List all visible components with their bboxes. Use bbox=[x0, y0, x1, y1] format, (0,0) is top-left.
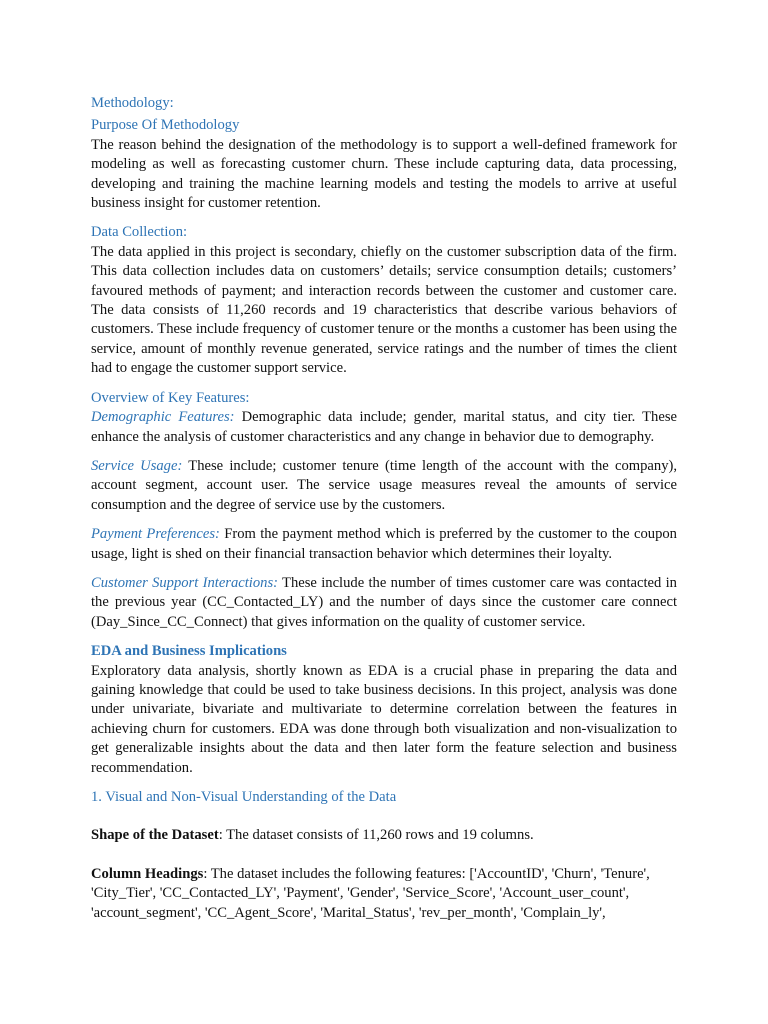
feature-payment-text: From the payment method which is preferred by the customer to the coupon usage, light is shed on their financial transaction behavior which determines their loyalty. bbox=[91, 526, 677, 562]
shape-label: Shape of the Dataset bbox=[91, 827, 219, 844]
feature-payment-label: Payment Preferences: bbox=[91, 526, 220, 543]
feature-support bbox=[91, 574, 677, 632]
feature-demographic-text: Demographic data include; gender, marital status, and city tier. These enhance the analysis of customer characteristics and any change in behavior due to demography. bbox=[91, 409, 677, 445]
shape-text: : The dataset consists of 11,260 rows and 19 columns. bbox=[218, 827, 534, 844]
columns-paragraph bbox=[91, 865, 677, 923]
feature-service-usage bbox=[91, 457, 677, 515]
feature-service-usage-text: These include; customer tenure (time length of the account with the company), account segment, account user. The service usage measures reveal the amounts of service consumption and the degree of service use by the customers. bbox=[91, 457, 677, 513]
key-features-heading: Overview of Key Features: bbox=[91, 389, 250, 406]
document-page bbox=[91, 94, 677, 923]
eda-subheading: 1. Visual and Non-Visual Understanding of the Data bbox=[91, 789, 397, 805]
feature-demographic bbox=[91, 408, 677, 447]
feature-payment bbox=[91, 525, 677, 564]
columns-text: : The dataset includes the following features: ['AccountID', 'Churn', 'Tenure', 'City_Tier', 'CC_Contacted_LY', 'Payment', 'Gender', 'Service_Score', 'Account_user_count', 'account_segment', 'CC_Agent_Score', 'Marital_Status', 'rev_per_month', 'Complain_ly', bbox=[91, 865, 650, 921]
data-collection-paragraph: The data applied in this project is secondary, chiefly on the customer subscription data of the firm. This data collection includes data on customers’ details; service consumption details; customers’ favoured methods of payment; and interaction records between the customer and customer care. The data consists of 11,260 records and 19 characteristics that describe various behaviors of customers. These include frequency of customer tenure or the months a customer has been using the service, amount of monthly revenue generated, service ratings and the number of times the client had to engage the customer support service. bbox=[91, 243, 677, 377]
feature-service-usage-label: Service Usage: bbox=[91, 457, 183, 474]
feature-support-text: These include the number of times customer care was contacted in the previous year (CC_Contacted_LY) and the number of days since the customer care connect (Day_Since_CC_Connect) that gives information on the quality of customer service. bbox=[91, 574, 677, 630]
purpose-heading: Purpose Of Methodology bbox=[91, 117, 240, 134]
feature-support-label: Customer Support Interactions: bbox=[91, 574, 278, 591]
eda-heading: EDA and Business Implications bbox=[91, 643, 287, 660]
eda-paragraph: Exploratory data analysis, shortly known as EDA is a crucial phase in preparing the data and gaining knowledge that could be used to take business decisions. In this project, analysis was done under univariate, bivariate and multivariate to determine correlation between the features in achieving churn for customers. EDA was done through both visualization and non-visualization to get generalizable insights about the data and then later form the feature selection and business recommendation. bbox=[91, 662, 677, 776]
shape-paragraph bbox=[91, 826, 677, 845]
methodology-heading: Methodology: bbox=[91, 95, 174, 111]
purpose-paragraph: The reason behind the designation of the methodology is to support a well-defined framework for modeling as well as forecasting customer churn. These include capturing data, data processing, developing and training the machine learning models and testing the models to arrive at useful business insight for customer retention. bbox=[91, 136, 677, 212]
feature-demographic-label: Demographic Features: bbox=[91, 409, 235, 426]
data-collection-heading: Data Collection: bbox=[91, 224, 188, 241]
columns-label: Column Headings bbox=[91, 865, 204, 882]
